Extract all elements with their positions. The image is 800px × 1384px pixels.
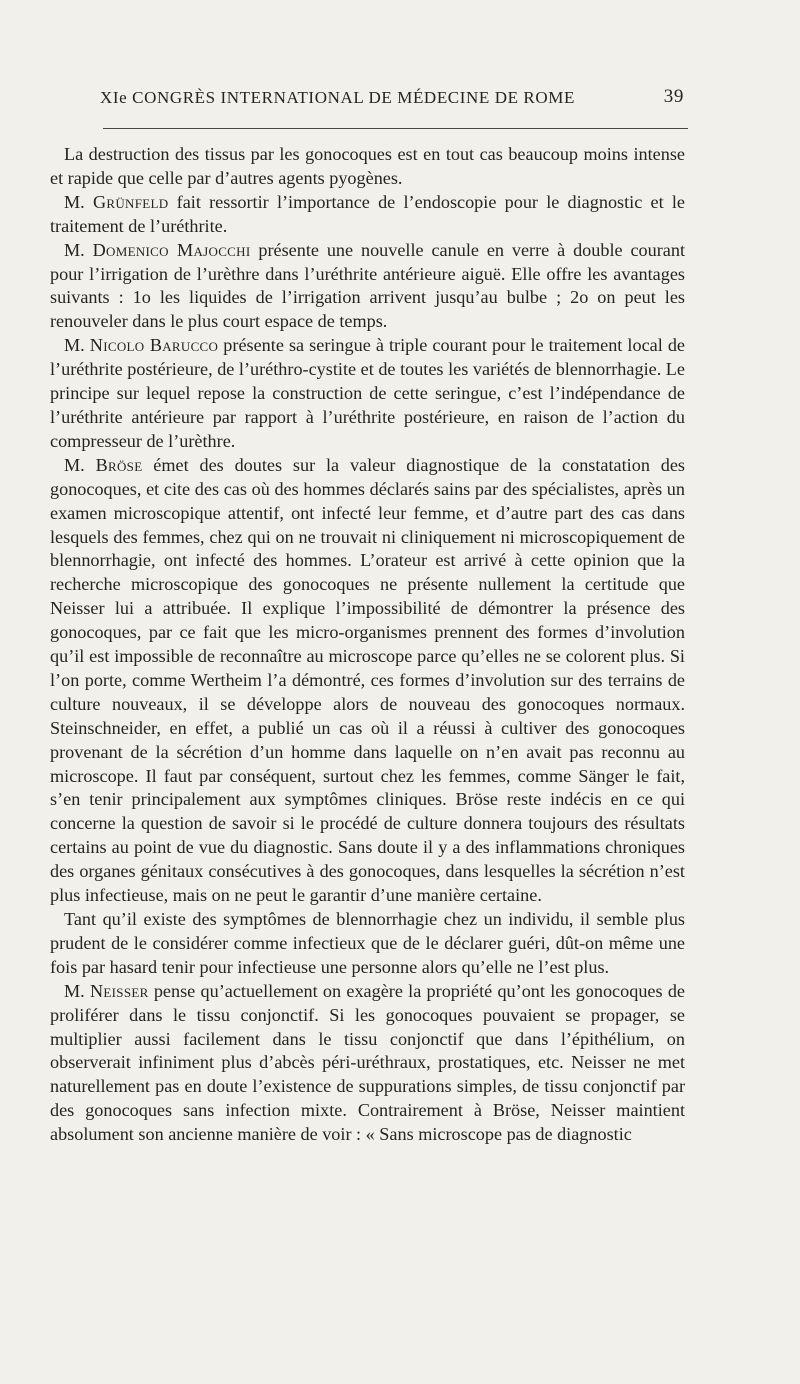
paragraph-text: fait ressortir l’importance de l’endoscopie pour le diagnostic et le traitement de l’uréthrite. <box>50 191 685 236</box>
paragraph-text: pense qu’actuellement on exagère la propriété qu’ont les gonocoques de proliférer dans le tissu conjonctif. Si les gonocoques pouvaient se propager, se multiplier aussi facilement dans le tissu conjonctif que dans l’épithélium, on observerait infiniment plus d’abcès péri-uréthraux, prostatiques, etc. Neisser ne met naturellement pas en doute l’existence de suppurations simples, de tissu conjonctif par des gonocoques sans infection mixte. Contrairement à Bröse, Neisser maintient absolument son ancienne manière de voir : « Sans microscope pas de diagnostic <box>50 980 685 1145</box>
paragraph-text: présente sa seringue à triple courant pour le traitement local de l’uréthrite postérieure, de l’uréthro-cystite et de toutes les variétés de blennorrhagie. Le principe sur lequel repose la construction de cette seringue, c’est l’indépendance de l’uréthrite antérieure par rapport à l’uréthrite postérieure, en raison de l’action du compresseur de l’urèthre. <box>50 335 685 451</box>
speaker-name: Nicolo Barucco <box>89 335 219 356</box>
header-rule <box>103 128 688 129</box>
paragraph <box>50 454 685 908</box>
paragraph-text: M. <box>64 335 90 356</box>
paragraph-text: M. <box>64 191 93 212</box>
paragraph-text: M. <box>64 980 90 1001</box>
page-number: 39 <box>663 86 684 107</box>
paragraph <box>50 908 685 980</box>
paragraph-text: M. <box>64 454 96 475</box>
body-text <box>50 143 685 1147</box>
running-head-title: XIe CONGRÈS INTERNATIONAL DE MÉDECINE DE ROME <box>100 88 575 107</box>
paragraph <box>50 191 685 239</box>
speaker-name: Bröse <box>95 454 143 475</box>
paragraph <box>50 239 685 335</box>
paragraph-text: Tant qu’il existe des symptômes de blennorrhagie chez un individu, il semble plus prudent de le considérer comme infectieux que de le déclarer guéri, dût-on même une fois par hasard tenir pour infectieuse une personne alors qu’elle ne l’est plus. <box>50 909 685 977</box>
paragraph-text: La destruction des tissus par les gonocoques est en tout cas beaucoup moins intense et rapide que celle par d’autres agents pyogènes. <box>50 144 685 188</box>
speaker-name: Neisser <box>89 980 149 1001</box>
paragraph <box>50 980 685 1147</box>
paragraph-text: émet des doutes sur la valeur diagnostique de la constatation des gonocoques, et cite des cas où des hommes déclarés sains par des spécialistes, après un examen microscopique attentif, ont infecté leur femme, et d’autre part des cas dans lesquels des femmes, chez qui on ne trouvait ni cliniquement ni microscopiquement de blennorrhagie, ont infecté des hommes. L’orateur est arrivé à cette opinion que la recherche microscopique des gonocoques ne présente nullement la certitude que Neisser lui a attribuée. Il explique l’impossibilité de démontrer la présence des gonocoques, par ce fait que les micro-organismes prennent des formes d’involution qu’il est impossible de reconnaître au microscope parce qu’elles ne se colorent plus. Si l’on porte, comme Wertheim l’a démontré, ces formes d’involution sur des terrains de culture nouveaux, il se développe alors de nouveau des gonocoques normaux. Steinschneider, en effet, a publié un cas où il a réussi à cultiver des gonocoques provenant de la sécrétion d’un homme dans laquelle on n’en avait pas reconnu au microscope. Il faut par conséquent, surtout chez les femmes, comme Sänger le fait, s’en tenir principalement aux symptômes cliniques. Bröse reste indécis en ce qui concerne la question de savoir si le procédé de culture donnera toujours des résultats certains au point de vue du diagnostic. Sans doute il y a des inflammations chroniques des organes génitaux consécutives à des gonocoques, dans lesquelles la sécrétion n’est plus infectieuse, mais on ne peut le garantir d’une manière certaine. <box>50 454 686 906</box>
speaker-name: Grünfeld <box>92 191 169 212</box>
paragraph <box>50 143 685 191</box>
speaker-name: Domenico Majocchi <box>92 239 251 260</box>
paragraph-text: présente une nouvelle canule en verre à double courant pour l’irrigation de l’urèthre dans l’uréthrite antérieure aiguë. Elle offre les avantages suivants : 1o les liquides de l’irrigation arrivent jusqu’au bulbe ; 2o on peut les renouveler dans le plus court espace de temps. <box>50 239 685 332</box>
paragraph-text: M. <box>64 239 93 260</box>
paragraph <box>50 334 685 454</box>
